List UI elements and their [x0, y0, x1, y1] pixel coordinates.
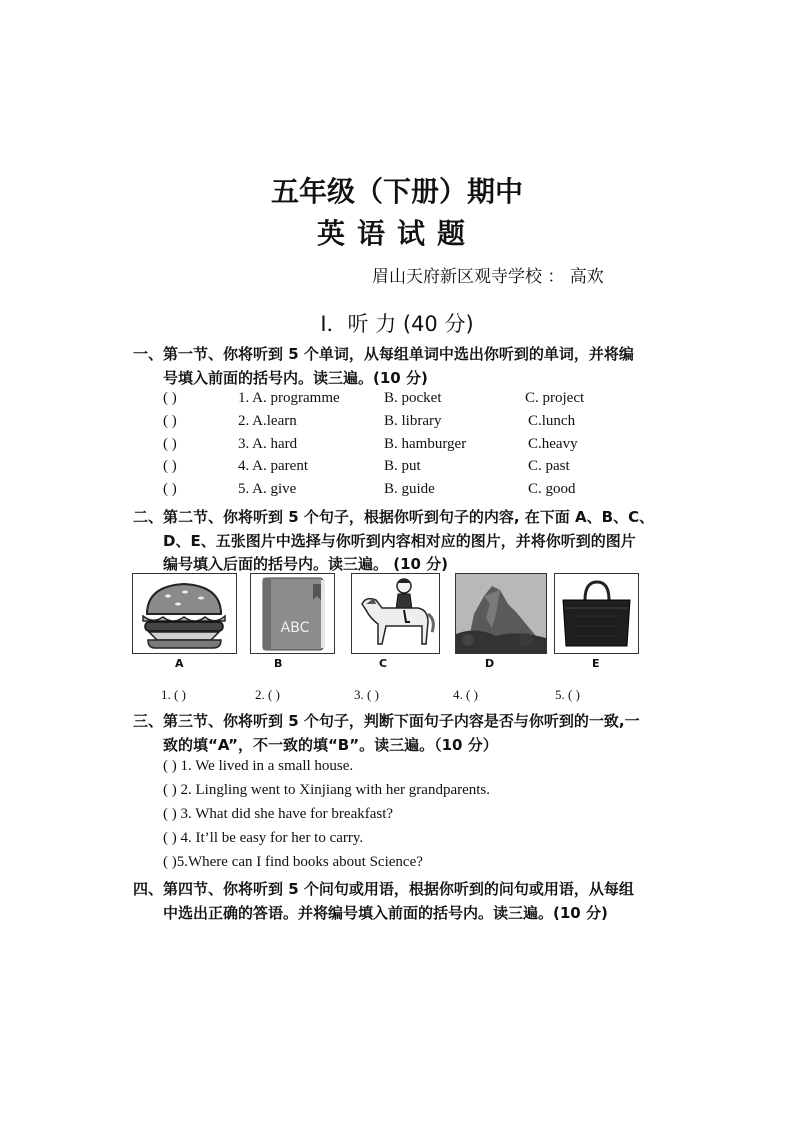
option-a: 4. A. parent — [238, 458, 308, 474]
picture-label-c: C — [379, 657, 388, 670]
option-b: B. put — [384, 458, 421, 474]
part4-instruction-line2: 中选出正确的答语。并将编号填入前面的括号内。读三遍。(10 分) — [163, 904, 608, 922]
part2-instruction-line3: 编号填入后面的括号内。读三遍。 (10 分) — [163, 555, 449, 573]
mountain-icon — [456, 574, 546, 653]
author-line: 眉山天府新区观寺学校 ： 高欢 — [372, 267, 604, 287]
option-a: 5. A. give — [238, 481, 297, 497]
picture-label-d: D — [485, 657, 495, 670]
picture-a — [132, 573, 237, 654]
part1-instruction-line2: 号填入前面的括号内。读三遍。(10 分) — [163, 369, 428, 387]
picture-answer-blank-5[interactable]: 5. ( ) — [555, 687, 580, 702]
option-a: 1. A. programme — [238, 390, 340, 406]
section-heading: Ⅰ．听 力 (40 分) — [320, 312, 474, 336]
part2-instruction-line2: D、E、五张图片中选择与你听到内容相对应的图片，并将你听到的图片 — [163, 532, 636, 550]
picture-e — [554, 573, 639, 654]
picture-answer-blank-2[interactable]: 2. ( ) — [255, 687, 280, 702]
exam-subtitle: 英语试题 — [316, 217, 477, 250]
picture-c — [351, 573, 440, 654]
option-b: B. library — [384, 413, 442, 429]
picture-b — [250, 573, 335, 654]
answer-blank[interactable]: ( ) — [163, 458, 177, 474]
part3-item: ( ) 2. Lingling went to Xinjiang with her grandparents. — [163, 782, 491, 798]
option-b: B. pocket — [384, 390, 442, 406]
option-a: 3. A. hard — [238, 436, 298, 452]
part1-instruction-line1: 一、第一节、你将听到 5 个单词，从每组单词中选出你听到的单词，并将编 — [133, 345, 634, 363]
part4-instruction-line1: 四、第四节、你将听到 5 个问句或用语，根据你听到的问句或用语，从每组 — [133, 880, 634, 898]
book-cover-text: ABC — [280, 620, 310, 636]
bag-icon — [555, 574, 638, 653]
part3-item: ( )5.Where can I find books about Science? — [163, 854, 423, 870]
answer-blank[interactable]: ( ) — [163, 390, 177, 406]
picture-label-a: A — [175, 657, 184, 670]
answer-blank[interactable]: ( ) — [163, 481, 177, 497]
part3-item: ( ) 1. We lived in a small house. — [163, 758, 354, 774]
option-c: C.lunch — [528, 413, 576, 429]
answer-blank[interactable]: ( ) — [163, 436, 177, 452]
picture-answer-blank-3[interactable]: 3. ( ) — [354, 687, 379, 702]
option-b: B. hamburger — [384, 436, 467, 452]
option-c: C. good — [528, 481, 576, 497]
exam-title: 五年级（下册）期中 — [270, 175, 523, 208]
option-c: C.heavy — [528, 436, 578, 452]
horse-rider-icon — [352, 574, 439, 653]
option-c: C. past — [528, 458, 570, 474]
option-b: B. guide — [384, 481, 435, 497]
picture-label-b: B — [274, 657, 283, 670]
option-c: C. project — [525, 390, 585, 406]
answer-blank[interactable]: ( ) — [163, 413, 177, 429]
picture-label-e: E — [592, 657, 600, 670]
book-icon — [251, 574, 334, 653]
part3-instruction-line2: 致的填“A”，不一致的填“B”。读三遍。（10 分） — [163, 736, 498, 754]
part3-item: ( ) 4. It’ll be easy for her to carry. — [163, 830, 364, 846]
hamburger-icon — [133, 574, 236, 653]
part3-item: ( ) 3. What did she have for breakfast? — [163, 806, 394, 822]
picture-answer-blank-1[interactable]: 1. ( ) — [161, 687, 186, 702]
option-a: 2. A.learn — [238, 413, 297, 429]
part2-instruction-line1: 二、第二节、你将听到 5 个句子，根据你听到句子的内容, 在下面 A、B、C、 — [133, 508, 655, 526]
part3-instruction-line1: 三、第三节、你将听到 5 个句子，判断下面句子内容是否与你听到的一致,一 — [133, 712, 640, 730]
picture-answer-blank-4[interactable]: 4. ( ) — [453, 687, 478, 702]
picture-d — [455, 573, 547, 654]
